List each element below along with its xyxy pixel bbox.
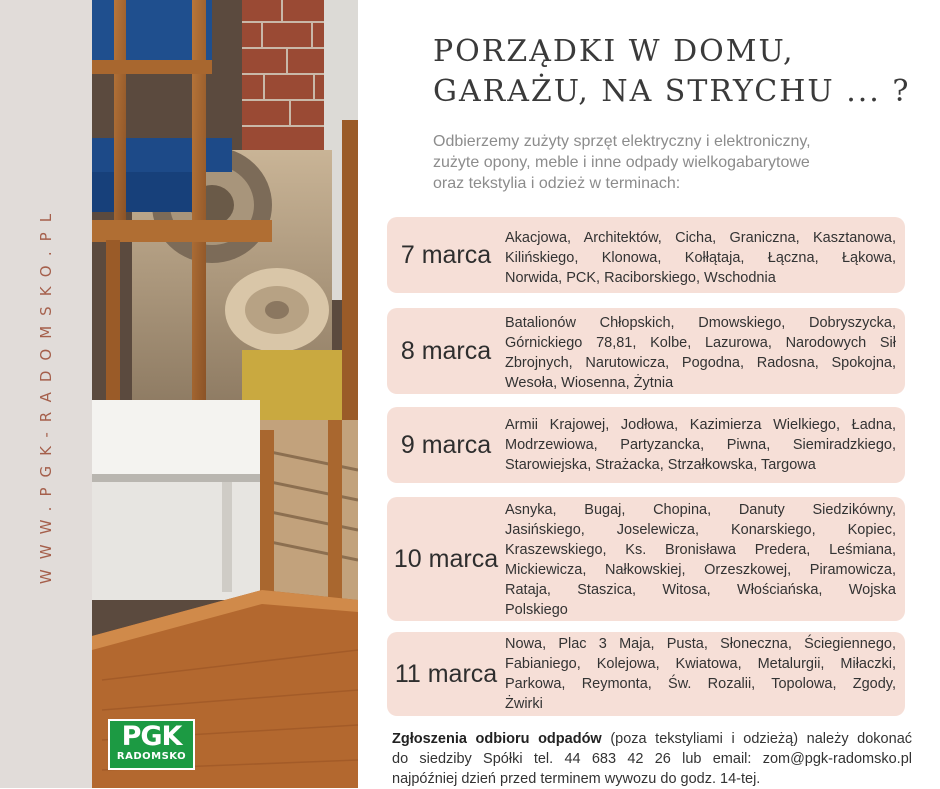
logo-sub-text: RADOMSKO <box>116 751 187 762</box>
street-line: Wesoła, Wiosenna, Żytnia <box>505 375 674 391</box>
street-line: Starowiejska, Strażacka, Strzałkowska, Targowa <box>505 457 816 473</box>
street-line: Kilińskiego, Klonowa, Kołłątaja, Łączna, Łąkowa, <box>505 250 896 266</box>
note-line-1 <box>392 729 912 749</box>
street-line: Armii Krajowej, Jodłowa, Kazimierza Wielkiego, Ładna, <box>505 417 896 433</box>
note-line-2: do siedziby Spółki tel. 44 683 42 26 lub email: zom@pgk-radomsko.pl <box>392 751 912 767</box>
street-line: Polskiego <box>505 602 568 618</box>
street-list <box>505 415 896 475</box>
street-line: Kraszewskiego, Ks. Bronisława Predera, Leśmiana, <box>505 542 896 558</box>
street-line: Mickiewicza, Nałkowskiej, Orzeszkowej, Piramowicza, <box>505 562 896 578</box>
street-line: Zbrojnych, Narutowicza, Pogodna, Radosna, Spokojna, <box>505 355 896 371</box>
schedule-box <box>387 217 905 293</box>
intro-line-1: Odbierzemy zużyty sprzęt elektryczny i elektroniczny, <box>433 133 811 150</box>
collection-date: 7 marca <box>400 240 492 269</box>
logo-main-text: PGK <box>121 721 182 752</box>
note-line-1-rest: (poza tekstyliami i odzieżą) należy dokonać <box>601 731 913 747</box>
street-line: Jasińskiego, Joselewicza, Konarskiego, Kopiec, <box>505 522 896 538</box>
schedule-box <box>387 497 905 621</box>
page-title <box>433 32 933 112</box>
street-line: Modrzewiowa, Partyzancka, Piwna, Siemiradzkiego, <box>505 437 896 453</box>
street-line: Górnickiego 78,81, Kolbe, Lazurowa, Narodowych Sił <box>505 335 896 351</box>
street-line: Batalionów Chłopskich, Dmowskiego, Dobryszycka, <box>505 315 896 331</box>
intro-line-2: zużyte opony, meble i inne odpady wielkogabarytowe <box>433 154 810 171</box>
street-line: Żwirki <box>505 696 543 712</box>
note-bold: Zgłoszenia odbioru odpadów <box>392 731 602 747</box>
submission-note <box>392 729 912 789</box>
street-line: Nowa, Plac 3 Maja, Pusta, Słoneczna, Ściegiennego, <box>505 636 896 652</box>
street-list <box>505 313 896 393</box>
street-list <box>505 634 896 714</box>
junk-photo-illustration <box>92 0 358 788</box>
street-line: Norwida, PCK, Raciborskiego, Wschodnia <box>505 270 776 286</box>
pgk-logo <box>108 719 195 770</box>
collection-date: 9 marca <box>400 430 492 459</box>
intro-line-3: oraz tekstylia i odzież w terminach: <box>433 175 681 192</box>
street-list <box>505 500 896 620</box>
collection-date: 8 marca <box>400 336 492 365</box>
street-line: Rataja, Staszica, Witosa, Włościańska, Wojska <box>505 582 896 598</box>
schedule-box <box>387 632 905 716</box>
note-line-3: najpóźniej dzień przed terminem wywozu do godz. 14-tej. <box>392 771 761 787</box>
street-line: Akacjowa, Architektów, Cicha, Graniczna, Kasztanowa, <box>505 230 896 246</box>
junk-photo <box>92 0 358 788</box>
street-list <box>505 228 896 288</box>
collection-date: 10 marca <box>393 544 499 573</box>
schedule-box <box>387 407 905 483</box>
website-vertical-text: WWW.PGK-RADOMSKO.PL <box>37 203 55 585</box>
sidebar-strip <box>0 0 92 788</box>
collection-date: 11 marca <box>394 659 498 688</box>
intro-text <box>433 131 863 194</box>
title-line-2: GARAŻU, NA STRYCHU ... ? <box>433 74 911 109</box>
title-line-1: PORZĄDKI W DOMU, <box>433 34 795 69</box>
street-line: Fabianiego, Kolejowa, Kwiatowa, Metalurgii, Miłaczki, <box>505 656 896 672</box>
street-line: Asnyka, Bugaj, Chopina, Danuty Siedzikówny, <box>505 502 896 518</box>
schedule-box <box>387 308 905 394</box>
street-line: Parkowa, Reymonta, Św. Rozalii, Topolowa, Zgody, <box>505 676 896 692</box>
